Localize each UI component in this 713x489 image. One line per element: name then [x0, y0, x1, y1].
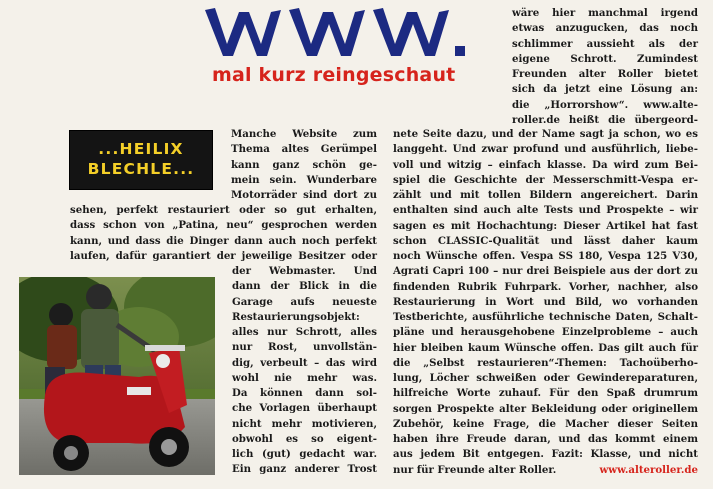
- text-line: hilfreiche Worte zuhauf. Für den Spaß drumrum: [393, 387, 698, 400]
- text-col-right-wide: [393, 127, 698, 478]
- text-line: zählt und mit tollen Bildern angereichert. Darin: [393, 189, 698, 201]
- text-line: findenden Rubrik Fuhrpark. Vorher, nachher, also: [393, 280, 698, 293]
- text-line: sagen es mit Hochachtung: Dieser Artikel hat fast: [393, 219, 698, 232]
- text-line: Manche Website zum: [231, 128, 377, 140]
- text-line: aus jedem Bit entgegen. Fazit: Klasse, und nicht: [393, 448, 698, 461]
- text-line: schon CLASSIC-Qualität und lässt daher kaum: [393, 234, 698, 247]
- text-line: che Vorlagen überhaupt: [232, 402, 377, 415]
- last-line: [393, 463, 698, 478]
- text-line: laufen, dafür garantiert der jeweilige Besitzer oder: [70, 249, 377, 262]
- text-line: sehen, perfekt restauriert oder so gut erhalten,: [70, 204, 377, 216]
- text-line: Ein ganz anderer Trost: [232, 463, 377, 476]
- text-line: Zubehör, keine Frage, die Macher dieser Seiten: [393, 417, 698, 430]
- text-col-mid-bottom: [232, 264, 377, 478]
- text-line: sorgen Prospekte alter Bekleidung oder originellem: [393, 402, 698, 415]
- text-line: wohl nie mehr was.: [232, 371, 377, 384]
- text-line: lich (gut) gedacht war.: [232, 448, 377, 460]
- text-line: Freunden alter Roller bietet: [512, 68, 698, 80]
- text-line: enthalten sind auch alte Tests und Prospekte – wir: [393, 204, 698, 217]
- text-line: nur Rost, unvollstän-: [232, 341, 377, 354]
- text-line: Thema altes Gerümpel: [231, 143, 377, 156]
- text-line: sich da jetzt eine Lösung an:: [512, 83, 698, 96]
- text-line: dann der Blick in die: [232, 280, 377, 293]
- text-line: spiel die Geschichte der Messerschmitt-Vespa er-: [393, 173, 698, 186]
- text-line: Motorräder sind dort zu: [231, 189, 377, 201]
- text-line: mein sein. Wunderbare: [231, 173, 377, 186]
- text-line: haben ihre Freude daran, und das kommt einem: [393, 433, 698, 445]
- www-logo: [205, 6, 495, 58]
- text-line: hier bleiben kaum Wünsche offen. Das gilt auch für: [393, 341, 698, 354]
- text-line: obwohl es so eigent-: [232, 432, 377, 445]
- text-line: lung, Löcher schweißen oder Gewindereparaturen,: [393, 372, 698, 384]
- text-line: langgeht. Und zwar profund und ausführlich, liebe-: [393, 143, 698, 156]
- text-line: der Webmaster. Und: [232, 265, 377, 277]
- text-line: kann ganz schön ge-: [231, 158, 377, 171]
- kicker-line-1: ...HEILIX: [98, 140, 184, 158]
- text-line: die „Selbst restaurieren“-Themen: Tachoüberho-: [393, 356, 698, 369]
- text-line: Da können dann sol-: [232, 387, 377, 399]
- text-line: Testberichte, ausführliche technische Daten, Schalt-: [393, 311, 698, 323]
- text-line: noch Wünsche offen. Vespa SS 180, Vespa 125 V30,: [393, 250, 698, 262]
- text-line: Restaurierungsobjekt:: [232, 310, 360, 323]
- scooter-photo: [19, 277, 215, 475]
- text-line: roller.de heißt die übergeord-: [512, 113, 698, 126]
- text-col-left-wide: [70, 203, 377, 264]
- text-line: Restaurierung in Wort und Bild, wo vorhanden: [393, 295, 698, 308]
- text-line: kann, und dass die Dinger dann auch noch perfekt: [70, 234, 377, 247]
- text-line: Agrati Capri 100 – nur drei Beispiele aus der dort zu: [393, 265, 698, 278]
- text-line: dig, verbeult – das wird: [232, 356, 377, 369]
- text-line: nete Seite dazu, und der Name sagt ja schon, wo es: [393, 128, 698, 140]
- last-line-text: nur für Freunde alter Roller.: [393, 463, 557, 476]
- text-line: alles nur Schrott, alles: [232, 326, 377, 338]
- text-col-right-top: [512, 6, 698, 128]
- text-line: die „Horrorshow“. www.alte-: [512, 98, 698, 111]
- text-line: etwas anzugucken, das noch: [512, 22, 698, 35]
- text-line: eigene Schrott. Zumindest: [512, 52, 698, 65]
- kicker-box: [69, 130, 213, 190]
- website-url: www.alteroller.de: [599, 463, 698, 476]
- text-line: schlimmer aussieht als der: [512, 37, 698, 50]
- text-line: wäre hier manchmal irgend: [512, 7, 698, 19]
- text-line: Garage aufs neueste: [232, 295, 377, 308]
- text-col-mid-top: [231, 127, 377, 203]
- text-line: pläne und herausgehobene Einzelprobleme – auch: [393, 326, 698, 339]
- kicker-line-2: BLECHLE...: [87, 160, 195, 178]
- text-line: voll und witzig – einfach klasse. Da wird zum Bei-: [393, 158, 698, 171]
- section-subtitle: mal kurz reingeschaut: [212, 64, 456, 86]
- text-line: nicht mehr motivieren,: [232, 417, 377, 430]
- text-line: dass schon von „Patina, neu“ gesprochen werden: [70, 219, 377, 232]
